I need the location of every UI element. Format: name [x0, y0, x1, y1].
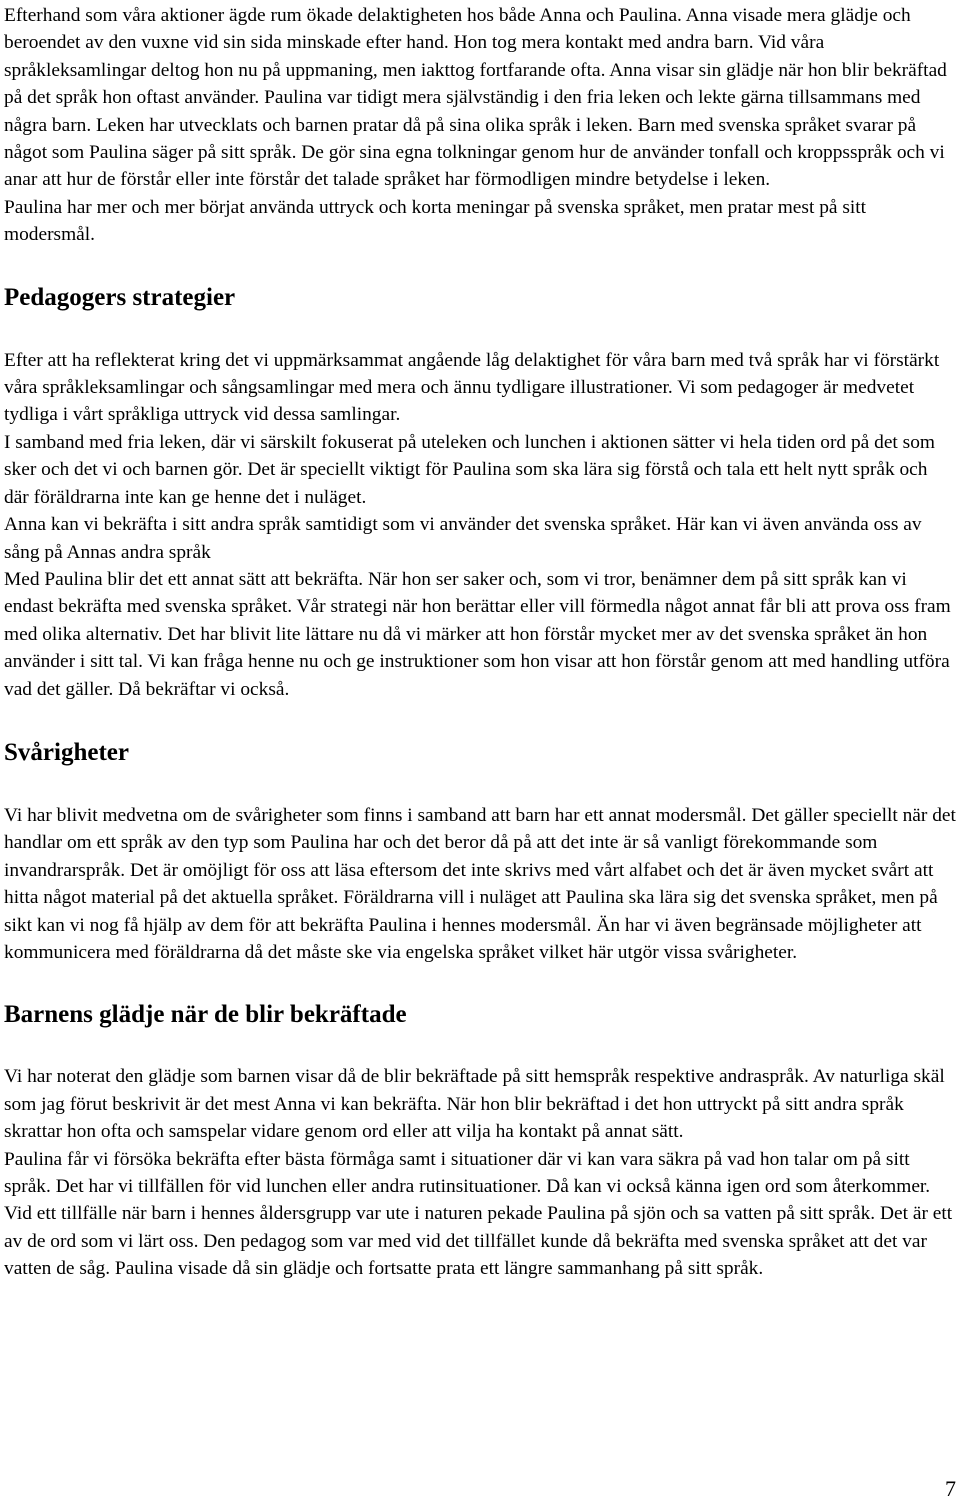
paragraph-strategies-2: I samband med fria leken, där vi särskilt fokuserat på uteleken och lunchen i aktionen sätter vi hela tiden ord på det som sker och det vi och barnen gör. Det är speciellt viktigt för Paulina som ska lära sig förstå och tala ett helt nytt språk och där föräldrarna inte kan ge henne det i nuläget.: [4, 431, 935, 508]
paragraph-intro-1: Efterhand som våra aktioner ägde rum ökade delaktigheten hos både Anna och Paulina. Anna visade mera glädje och beroendet av den vuxne vid sin sida minskade efter hand. Hon tog mera kontakt med andra barn. Vid våra språkleksamlingar deltog hon nu på uppmaning, men iakttog fortfarande ofta. Anna visar sin glädje när hon blir bekräftad på det språk hon oftast använder. Paulina var tidigt mera självständig i den fria leken och lekte gärna tillsammans med några barn. Leken har utvecklats och barnen pratar då på sina olika språk i leken. Barn med svenska språket svarar på något som Paulina säger på sitt språk. De gör sina egna tolkningar genom hur de använder tonfall och kroppsspråk och vi anar att hur de förstår eller inte förstår det talade språket har förmodligen mindre betydelse i leken.: [4, 5, 947, 191]
paragraph-strategies-4: Med Paulina blir det ett annat sätt att bekräfta. När hon ser saker och, som vi tror, benämner dem på sitt språk kan vi endast bekräfta med svenska språket. Vår strategi när hon berättar eller vill förmedla något annat får bli att prova oss fram med olika alternativ. Det har blivit lite lättare nu då vi märker att hon förstår mycket mer av det svenska språket än hon använder i sitt tal. Vi kan fråga henne nu och ge instruktioner som hon visar att hon förstår genom att med handling utföra vad det gäller. Då bekräftar vi också.: [4, 568, 951, 700]
paragraph-strategies-1: Efter att ha reflekterat kring det vi uppmärksammat angående låg delaktighet för våra barn med två språk har vi förstärkt våra språkleksamlingar och sångsamlingar med mera och ännu tydligare illustrationer. Vi som pedagoger är medvetet tydliga i vårt språkliga uttryck vid dessa samlingar.: [4, 349, 940, 426]
document-page: [4, 2, 956, 1283]
section-heading-joy: Barnens glädje när de blir bekräftade: [4, 1001, 407, 1029]
paragraph-strategies-3: Anna kan vi bekräfta i sitt andra språk samtidigt som vi använder det svenska språket. Här kan vi även använda oss av sång på Annas andra språk: [4, 514, 922, 563]
paragraph-joy-1: Vi har noterat den glädje som barnen visar då de blir bekräftade på sitt hemspråk respektive andraspråk. Av naturliga skäl som jag förut beskrivit är det mest Anna vi kan bekräfta. När hon blir bekräftad i det hon uttryckt på sitt andra språk skrattar hon ofta och samspelar vidare genom ord eller att vilja ha kontakt på annat sätt.: [4, 1066, 945, 1143]
section-heading-strategies: Pedagogers strategier: [4, 283, 236, 311]
paragraph-joy-2: Paulina får vi försöka bekräfta efter bästa förmåga samt i situationer där vi kan vara säkra på vad hon talar om på sitt språk. Det har vi tillfällen för vid lunchen eller andra rutinsituationer. Då kan vi också känna igen ord som återkommer. Vid ett tillfälle när barn i hennes åldersgrupp var ute i naturen pekade Paulina på sjön och sa vatten på sitt språk. Det är ett av de ord som vi lärt oss. Den pedagog som var med vid det tillfället kunde då bekräfta med svenska språket att det var vatten de såg. Paulina visade då sin glädje och fortsatte prata ett längre sammanhang på sitt språk.: [4, 1148, 953, 1280]
section-heading-difficulties: Svårigheter: [4, 738, 129, 766]
page-number: 7: [945, 1476, 956, 1501]
paragraph-difficulties-1: Vi har blivit medvetna om de svårigheter som finns i samband att barn har ett annat modersmål. Det gäller speciellt när det handlar om ett språk av den typ som Paulina har och det beror då på att det inte är så vanligt förekommande som invandrarspråk. Det är omöjligt för oss att läsa eftersom det inte skrivs med vårt alfabet och det är även mycket svårt att hitta något material på det aktuella språket. Föräldrarna vill i nuläget att Paulina ska lära sig det svenska språket, men på sikt kan vi nog få hjälp av dem för att bekräfta Paulina i hennes modersmål. Än har vi även begränsade möjligheter att kommunicera med föräldrarna då det måste ske via engelska språket vilket här utgör vissa svårigheter.: [4, 804, 956, 963]
paragraph-intro-2: Paulina har mer och mer börjat använda uttryck och korta meningar på svenska språket, men pratar mest på sitt modersmål.: [4, 196, 867, 246]
